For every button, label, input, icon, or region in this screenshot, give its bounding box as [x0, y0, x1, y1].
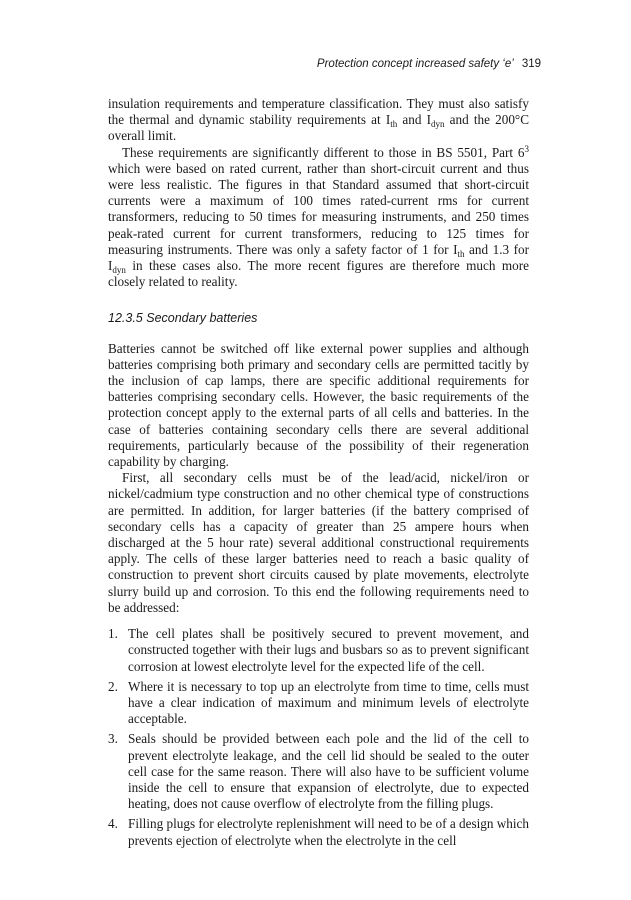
p1-text-c: and the 200°C overall limit. — [108, 112, 529, 144]
list-number: 4. — [108, 816, 118, 832]
page-number: 319 — [521, 58, 541, 70]
list-item-text: The cell plates shall be positively secured to prevent movement, and constructed together with their lugs and busbars so as to prevent significant corrosion at lowest electrolyte level for the expected life of the cell. — [128, 626, 529, 674]
requirements-list — [108, 626, 529, 849]
p1-text-a: insulation requirements and temperature classification. They must also satisfy the thermal and dynamic stability requirements at I — [108, 96, 529, 128]
running-title: Protection concept increased safety ‘e’ — [316, 58, 514, 70]
p2-reference-superscript: 3 — [524, 143, 529, 154]
p1-subscript-th: th — [390, 119, 398, 130]
section-heading: 12.3.5 Secondary batteries — [108, 311, 258, 326]
list-item-text: Filling plugs for electrolyte replenishment will need to be of a design which prevents ejection of electrolyte when the electrolyte in the cell — [128, 816, 529, 848]
list-item — [108, 731, 529, 812]
p2-text-a: These requirements are significantly different to those in BS 5501, Part 6 — [122, 144, 525, 160]
list-item — [108, 626, 529, 675]
paragraph-1 — [108, 96, 529, 145]
list-item-text: Where it is necessary to top up an electrolyte from time to time, cells must have a clear indication of maximum and minimum levels of electrolyte acceptable. — [128, 678, 529, 727]
p2-subscript-dyn: dyn — [112, 265, 126, 276]
list-number: 2. — [108, 678, 118, 694]
p2-subscript-th: th — [457, 248, 465, 259]
list-item-text: Seals should be provided between each pole and the lid of the cell to prevent electrolyte leakage, and the cell lid should be sealed to the outer cell case for the same reason. There will also have to be sufficient volume inside the cell to ensure that expansion of electrolyte, due to expected heating, does not cause overflow of electrolyte from the filling plugs. — [128, 731, 529, 812]
p2-text-b: which were based on rated current, rather than short-circuit current and thus were less realistic. The figures in that Standard assumed that short-circuit currents were a maximum of 100 times rated-current rms for current transformers, reducing to 50 times for measuring instruments, and 250 times peak-rated current for current transformers, reducing to 125 times for measuring instruments. There was only a safety factor of 1 for I — [108, 160, 529, 257]
paragraph-4: First, all secondary cells must be of the lead/acid, nickel/iron or nickel/cadmium type construction and no other chemical type of constructions are permitted. In addition, for larger batteries (if the battery comprised of secondary cells has a capacity of greater than 25 ampere hours when discharged at the 5 hour rate) several additional constructional requirements apply. The cells of these larger batteries need to reach a basic quality of construction to prevent short circuits caused by plate movements, electrolyte slurry build up and corrosion. To this end the following requirements need to be addressed: — [108, 470, 529, 615]
p1-text-b: and I — [397, 112, 431, 128]
paragraph-2 — [108, 145, 529, 291]
running-header — [317, 58, 541, 70]
p2-text-d: in these cases also. The more recent figures are therefore much more closely related to reality. — [108, 258, 529, 290]
list-number: 3. — [108, 731, 118, 747]
body-text — [108, 96, 529, 853]
list-item — [108, 679, 529, 728]
list-number: 1. — [108, 626, 118, 642]
paragraph-3: Batteries cannot be switched off like external power supplies and although batteries comprising both primary and secondary cells are permitted tacitly by the inclusion of cap lamps, there are specific additional requirements for batteries comprising secondary cells. However, the basic requirements of the protection concept apply to the external parts of all cells and batteries. In the case of batteries containing secondary cells there are several additional requirements, particularly because of the possibility of their regeneration capability by charging. — [108, 340, 529, 470]
p2-text-c: and 1.3 for I — [108, 241, 530, 274]
list-item — [108, 816, 529, 848]
p1-subscript-dyn: dyn — [431, 119, 445, 130]
